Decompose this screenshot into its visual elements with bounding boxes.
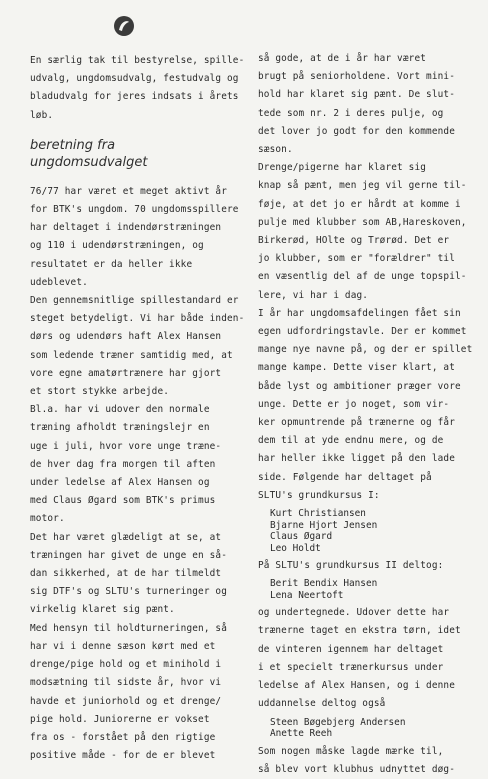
text-line: positive måde - for de er blevet	[30, 750, 216, 762]
text-line: en væsentlig del af de unge topspil-	[258, 271, 467, 283]
text-line: løb.	[30, 109, 54, 121]
course-2-participants	[258, 578, 482, 601]
text-line: mange kampe. Dette viser klart, at	[258, 362, 456, 374]
text-line: med Claus Øgard som BTK's primus	[30, 495, 216, 507]
text-line: i et specielt trænerkursus under	[258, 661, 444, 673]
text-line: egen udfordringstavle. Der er kommet	[258, 326, 467, 338]
text-line: uge i juli, hvor vore unge træne-	[30, 440, 222, 452]
text-line: sig DTF's og SLTU's turneringer og	[30, 586, 228, 598]
text-line: havde et juniorhold og et drenge/	[30, 695, 222, 707]
text-line: et stort stykke arbejde.	[30, 386, 170, 398]
participant-name: Steen Bøgebjerg Andersen	[270, 716, 406, 728]
course-1-participants	[258, 508, 482, 554]
right-body-part-c	[258, 604, 482, 713]
text-line: ledelse af Alex Hansen, og i denne	[258, 680, 456, 692]
left-body	[30, 183, 252, 766]
text-line: jo klubber, som er "forældrer" til	[258, 253, 456, 265]
text-line: de hver dag fra morgen til aften	[30, 458, 216, 470]
text-line: side. Følgende har deltaget på	[258, 471, 432, 483]
section-heading	[30, 137, 252, 171]
text-line: de vinteren igennem har deltaget	[258, 643, 444, 655]
right-body-part-b	[258, 557, 482, 575]
text-line: På SLTU's grundkursus II deltog:	[258, 560, 444, 572]
participant-name: Leo Holdt	[270, 542, 321, 554]
heading-line: beretning fra	[30, 137, 116, 153]
text-line: som ledende træner samtidig med, at	[30, 349, 233, 361]
text-line: bladudvalg for jeres indsats i årets	[30, 91, 239, 103]
text-line: for BTK's ungdom. 70 ungdomsspillere	[30, 204, 239, 216]
text-line: Bl.a. har vi udover den normale	[30, 404, 210, 416]
text-line: Det har været glædeligt at se, at	[30, 531, 222, 543]
text-line: tede som nr. 2 i deres pulje, og	[258, 107, 444, 119]
intro-paragraph	[30, 52, 252, 125]
right-column	[258, 50, 482, 779]
text-line: 76/77 har været et meget aktivt år	[30, 185, 228, 197]
text-line: vore egne amatørtrænere har gjort	[30, 367, 222, 379]
text-line: Birkerød, HOlte og Trørød. Det er	[258, 235, 450, 247]
text-line: sæson.	[258, 144, 293, 156]
heading-line: ungdomsudvalget	[30, 154, 148, 170]
text-line: pulje med klubber som AB,Hareskoven,	[258, 216, 467, 228]
text-line: føje, at det jo er hårdt at komme i	[258, 198, 461, 210]
text-line: Den gennemsnitlige spillestandard er	[30, 295, 239, 307]
club-logo-icon	[113, 15, 135, 37]
text-line: under ledelse af Alex Hansen og	[30, 477, 210, 489]
text-line: steget betydeligt. Vi har både inden-	[30, 313, 245, 325]
text-line: Med hensyn til holdturneringen, så	[30, 622, 228, 634]
text-line: dem til at yde endnu mere, og de	[258, 435, 444, 447]
text-line: har deltaget i indendørstræningen	[30, 222, 222, 234]
text-line: brugt på seniorholdene. Vort mini-	[258, 71, 456, 83]
participant-name: Bjarne Hjort Jensen	[270, 519, 378, 531]
text-line: både lyst og ambitioner præger vore	[258, 380, 461, 392]
text-line: dørs og udendørs haft Alex Hansen	[30, 331, 222, 343]
text-line: udeblevet.	[30, 276, 88, 288]
text-line: Som nogen måske lagde mærke til,	[258, 745, 444, 757]
text-line: så gode, at de i år har været	[258, 53, 427, 64]
left-column	[30, 52, 252, 765]
text-line: og undertegnede. Udover dette har	[258, 607, 450, 619]
right-body-part-a	[258, 50, 482, 505]
trainer-course-participants	[258, 717, 482, 740]
text-line: og 110 i udendørstræningen, og	[30, 240, 204, 252]
text-line: unge. Dette er jo noget, som vir-	[258, 398, 450, 410]
text-line: motor.	[30, 513, 65, 525]
participant-name: Claus Øgard	[270, 531, 333, 543]
text-line: trænerne taget en ekstra tørn, idet	[258, 625, 461, 637]
text-line: udvalg, ungdomsudvalg, festudvalg og	[30, 73, 239, 85]
participant-name: Anette Reeh	[270, 728, 333, 739]
text-line: har heller ikke ligget på den lade	[258, 453, 456, 465]
text-line: modsætning til sidste år, hvor vi	[30, 677, 222, 689]
text-line: dan sikkerhed, at de har tilmeldt	[30, 568, 222, 580]
text-line: uddannelse deltog også	[258, 698, 386, 710]
text-line: har vi i denne sæson kørt med et	[30, 640, 216, 652]
text-line: så blev vort klubhus udnyttet døg-	[258, 763, 456, 775]
text-line: pige hold. Juniorerne er vokset	[30, 713, 210, 725]
text-line: mange nye navne på, og der er spillet	[258, 344, 473, 356]
participant-name: Lena Neertoft	[270, 589, 344, 601]
text-line: En særlig tak til bestyrelse, spille-	[30, 55, 245, 66]
text-line: fra os - forstået på den rigtige	[30, 731, 216, 743]
text-line: lere, vi har i dag.	[258, 289, 369, 301]
text-line: drenge/pige hold og et minihold i	[30, 659, 222, 671]
text-line: Drenge/pigerne har klaret sig	[258, 162, 427, 174]
participant-name: Berit Bendix Hansen	[270, 578, 378, 590]
text-line: træning afholdt træningslejr en	[30, 422, 210, 434]
text-line: virkelig klaret sig pænt.	[30, 604, 175, 616]
text-line: ker opmuntrende på trænerne og får	[258, 417, 456, 429]
right-body-part-d	[258, 743, 482, 779]
text-line: I år har ungdomsafdelingen fået sin	[258, 307, 461, 319]
participant-name: Kurt Christiansen	[270, 508, 366, 520]
text-line: det lover jo godt for den kommende	[258, 125, 456, 137]
text-line: træningen har givet de unge en så-	[30, 549, 228, 561]
text-line: resultatet er da heller ikke	[30, 258, 193, 270]
text-line: SLTU's grundkursus I:	[258, 489, 380, 501]
text-line: knap så pænt, men jeg vil gerne til-	[258, 180, 467, 192]
text-line: hold har klaret sig pænt. De slut-	[258, 89, 456, 101]
